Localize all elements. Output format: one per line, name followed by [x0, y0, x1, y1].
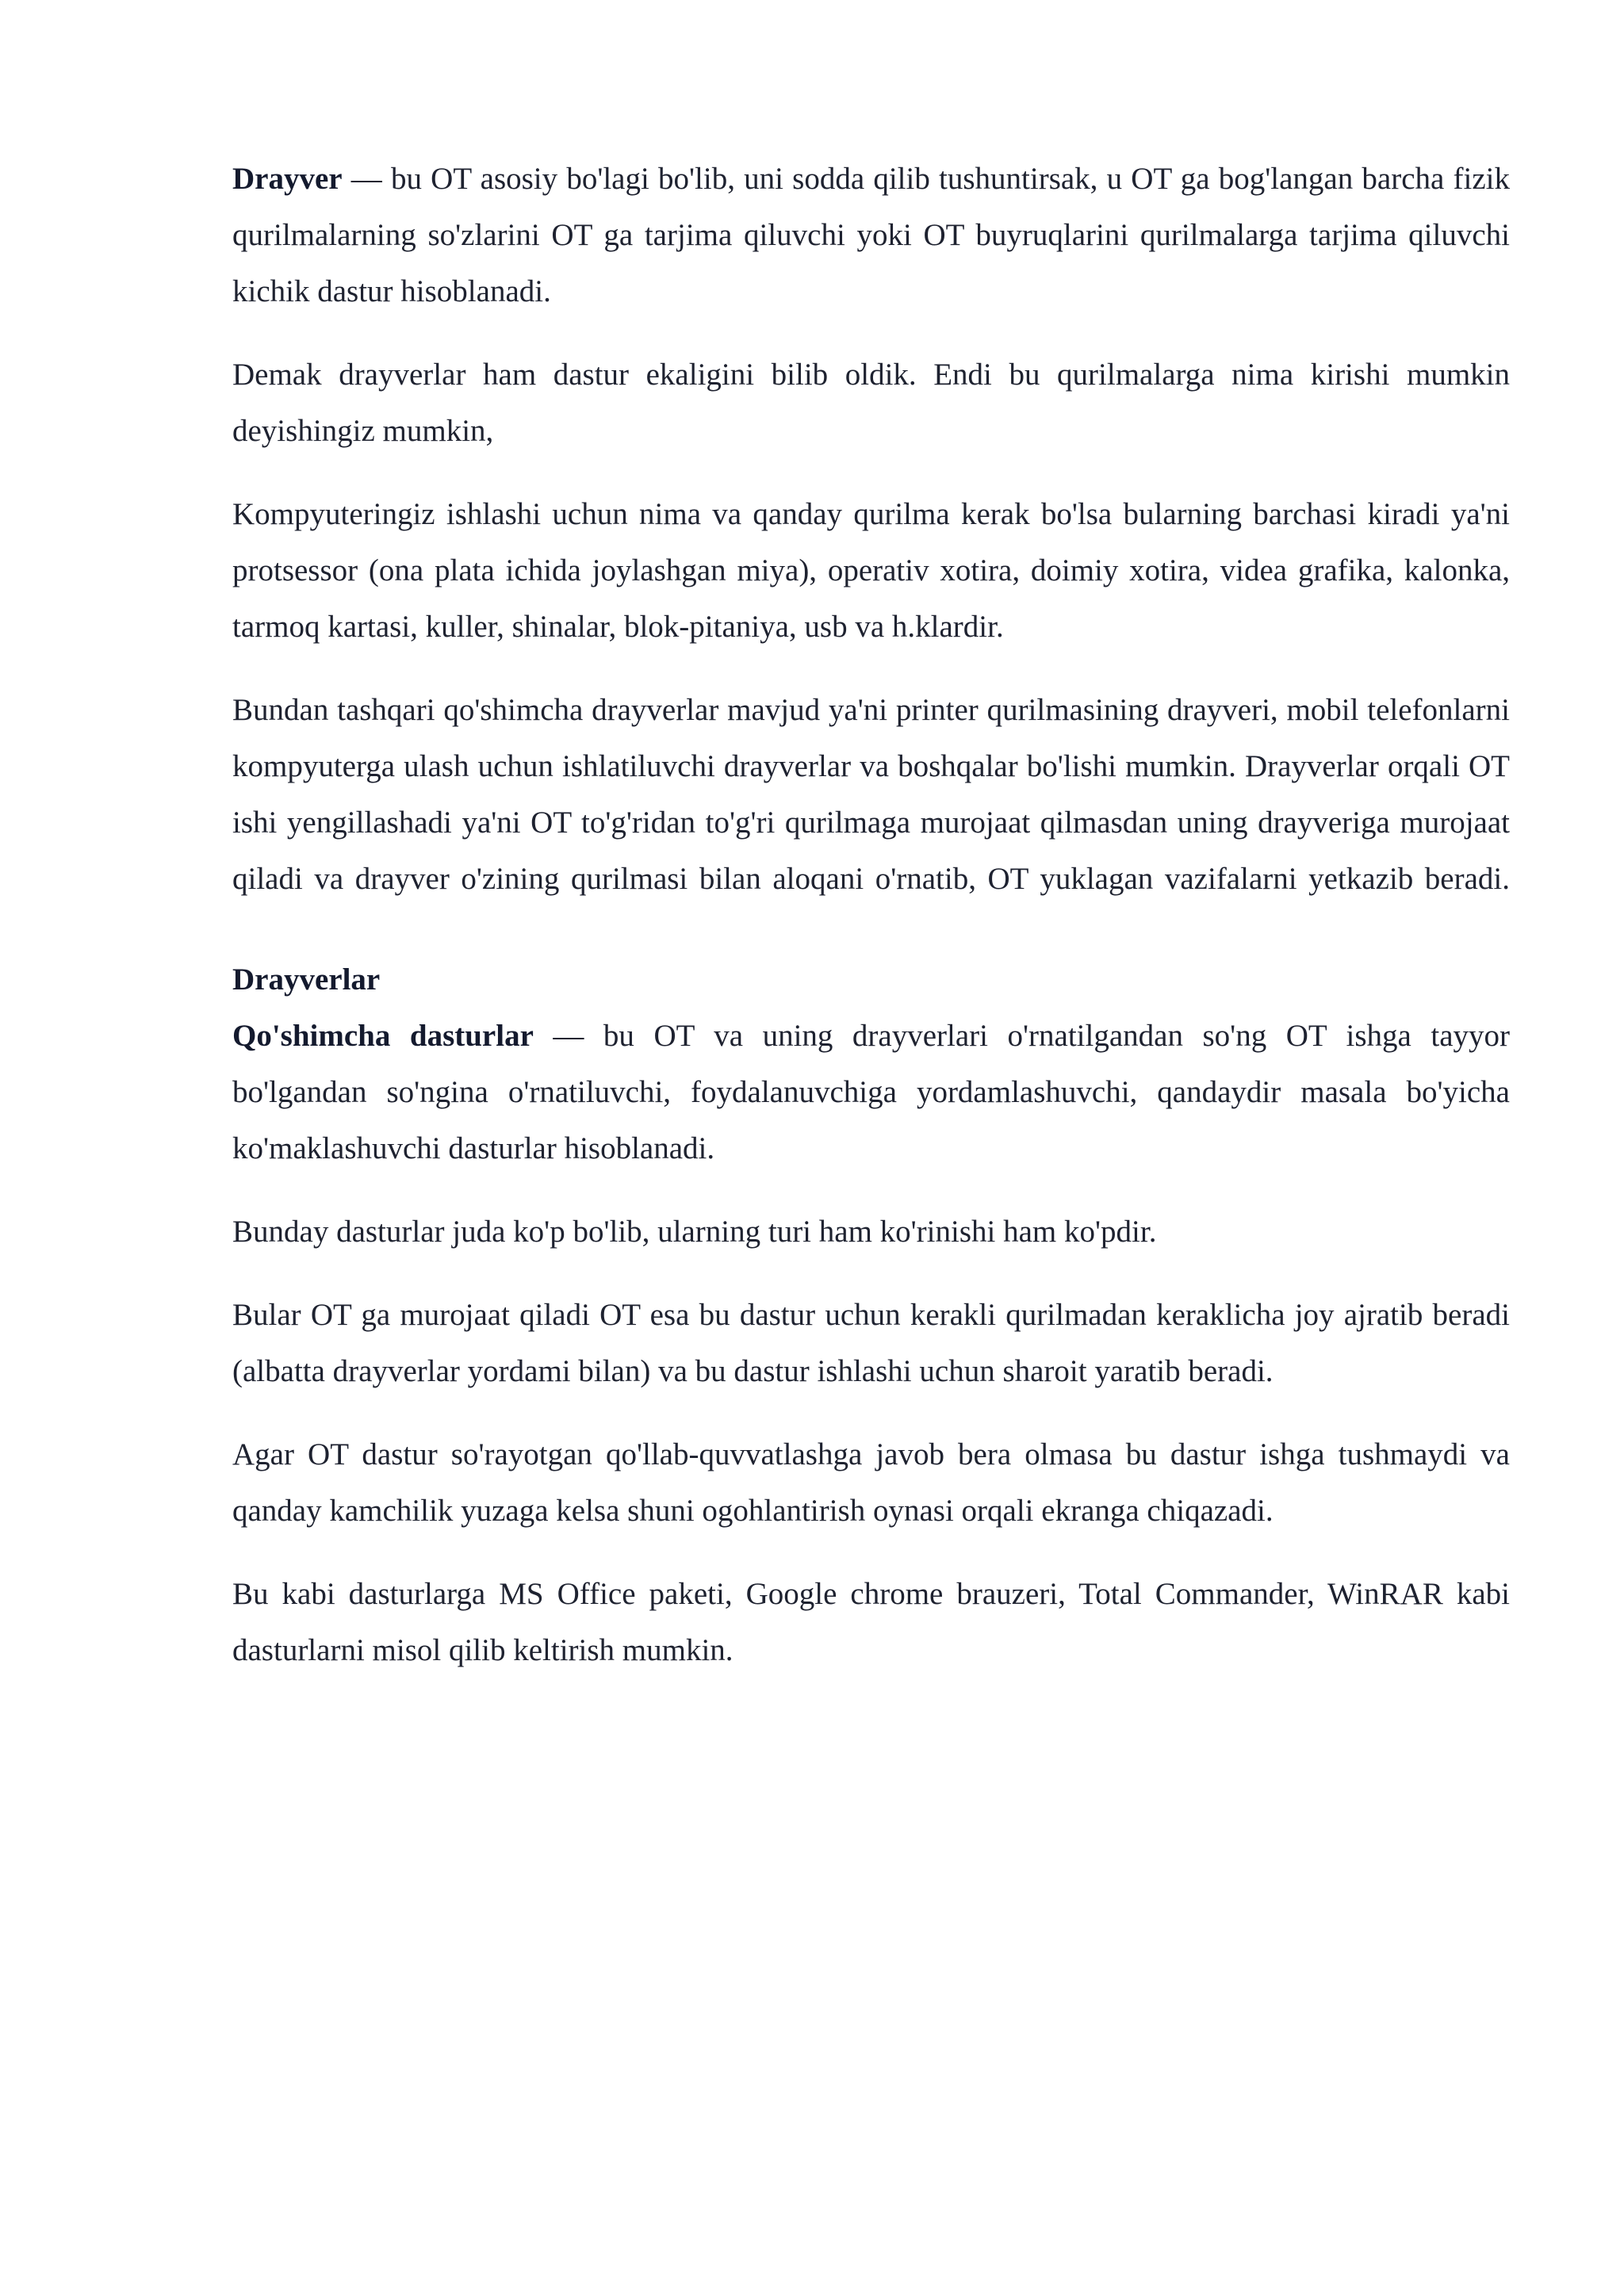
paragraph-many-programs: Bunday dasturlar juda ko'p bo'lib, ularning turi ham ko'rinishi ham ko'pdir. — [232, 1215, 1157, 1249]
paragraph-os-warning: Agar OT dastur so'rayotgan qo'llab-quvvatlashga javob bera olmasa bu dastur ishga tushmaydi va qanday kamchilik yuzaga kelsa shuni ogohlantirish oynasi orqali ekranga chiqazadi. — [232, 1437, 1510, 1528]
paragraph-text: — bu OT va uning drayverlari o'rnatilgandan so'ng OT ishga tayyor bo'lgandan so'ngina o'rnatiluvchi, foydalanuvchiga yordamlashuvchi, qandaydir masala bo'yicha ko'maklashuvchi dasturlar hisoblanadi. — [232, 1019, 1510, 1165]
paragraph-additional-programs-definition — [232, 1008, 1510, 1177]
section-heading: Drayverlar — [232, 962, 381, 997]
paragraph-drivers-are-programs: Demak drayverlar ham dastur ekaligini bilib oldik. Endi bu qurilmalarga nima kirishi mumkin deyishingiz mumkin, — [232, 358, 1510, 448]
paragraph-device-list: Kompyuteringiz ishlashi uchun nima va qanday qurilma kerak bo'lsa bularning barchasi kiradi ya'ni protsessor (ona plata ichida joylashgan miya), operativ xotira, doimiy xotira, videa grafika, kalonka, tarmoq kartasi, kuller, shinalar, blok-pitaniya, usb va h.klardir. — [232, 497, 1510, 644]
term-qoshimcha-dasturlar: Qo'shimcha dasturlar — [232, 1019, 534, 1053]
paragraph-os-allocates: Bular OT ga murojaat qiladi OT esa bu dastur uchun kerakli qurilmadan keraklicha joy ajratib beradi (albatta drayverlar yordami bilan) va bu dastur ishlashi uchun sharoit yaratib beradi. — [232, 1298, 1510, 1388]
paragraph-driver-definition — [232, 151, 1510, 320]
paragraph-additional-drivers: Bundan tashqari qo'shimcha drayverlar mavjud ya'ni printer qurilmasining drayveri, mobil telefonlarni kompyuterga ulash uchun ishlatiluvchi drayverlar va boshqalar bo'lishi mumkin. Drayverlar orqali OT ishi yengillashadi ya'ni OT to'g'ridan to'g'ri qurilmaga murojaat qilmasdan uning drayveriga murojaat qiladi va drayver o'zining qurilmasi bilan aloqani o'rnatib, OT yuklagan vazifalarni yetkazib beradi. — [232, 693, 1510, 896]
document-body — [232, 151, 1510, 1705]
term-drayver: Drayver — [232, 162, 343, 196]
paragraph-program-examples: Bu kabi dasturlarga MS Office paketi, Google chrome brauzeri, Total Commander, WinRAR kabi dasturlarni misol qilib keltirish mumkin. — [232, 1577, 1510, 1667]
paragraph-text: — bu OT asosiy bo'lagi bo'lib, uni sodda qilib tushuntirsak, u OT ga bog'langan barcha fizik qurilmalarning so'zlarini OT ga tarjima qiluvchi yoki OT buyruqlarini qurilmalarga tarjima qiluvchi kichik dastur hisoblanadi. — [232, 162, 1510, 308]
